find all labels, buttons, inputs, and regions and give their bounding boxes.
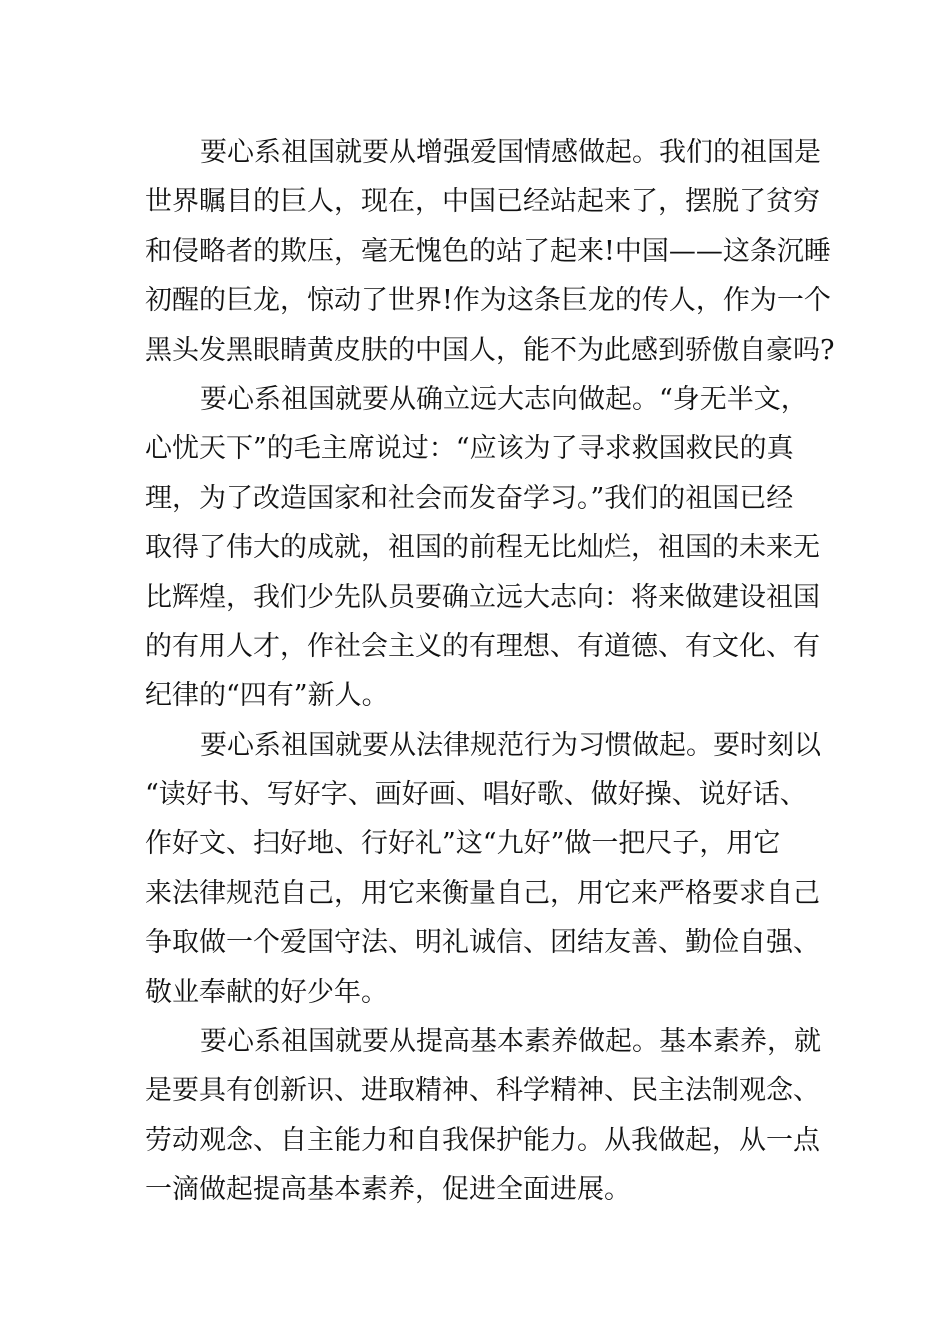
paragraph-2 bbox=[145, 375, 820, 721]
text-line: 敬业奉献的好少年。 bbox=[145, 976, 388, 1008]
text-line: 要心系祖国就要从确立远大志向做起。“身无半文， bbox=[200, 383, 808, 415]
paragraph-1 bbox=[145, 128, 835, 375]
paragraph-4 bbox=[145, 1017, 821, 1215]
text-line: 要心系祖国就要从提高基本素养做起。基本素养，就 bbox=[200, 1026, 821, 1058]
text-line: 争取做一个爱国守法、明礼诚信、团结友善、勤俭自强、 bbox=[145, 927, 820, 959]
text-line: “读好书、写好字、画好画、唱好歌、做好操、说好话、 bbox=[145, 779, 807, 811]
text-line: 初醒的巨龙，惊动了世界!作为这条巨龙的传人，作为一个 bbox=[145, 285, 831, 317]
text-line: 比辉煌，我们少先队员要确立远大志向：将来做建设祖国 bbox=[145, 581, 820, 613]
text-line: 纪律的“四有”新人。 bbox=[145, 680, 389, 712]
text-line: 一滴做起提高基本素养，促进全面进展。 bbox=[145, 1174, 631, 1206]
document-body bbox=[145, 128, 835, 1215]
text-line: 理，为了改造国家和社会而发奋学习。”我们的祖国已经 bbox=[145, 482, 794, 514]
text-line: 作好文、扫好地、行好礼”这“九好”做一把尺子，用它 bbox=[145, 828, 781, 860]
text-line: 和侵略者的欺压，毫无愧色的站了起来!中国——这条沉睡 bbox=[145, 235, 831, 267]
text-line: 世界瞩目的巨人，现在，中国已经站起来了，摆脱了贫穷 bbox=[145, 186, 820, 218]
text-line: 心忧天下”的毛主席说过：“应该为了寻求救国救民的真 bbox=[145, 433, 794, 465]
text-line: 是要具有创新识、进取精神、科学精神、民主法制观念、 bbox=[145, 1075, 820, 1107]
text-line: 要心系祖国就要从增强爱国情感做起。我们的祖国是 bbox=[200, 137, 821, 168]
text-line: 来法律规范自己，用它来衡量自己，用它来严格要求自己 bbox=[145, 877, 820, 909]
text-line: 要心系祖国就要从法律规范行为习惯做起。要时刻以 bbox=[200, 729, 821, 761]
text-line: 劳动观念、自主能力和自我保护能力。从我做起，从一点 bbox=[145, 1124, 820, 1156]
text-line: 取得了伟大的成就，祖国的前程无比灿烂，祖国的未来无 bbox=[145, 532, 820, 564]
text-line: 的有用人才，作社会主义的有理想、有道德、有文化、有 bbox=[145, 630, 820, 662]
text-line: 黑头发黑眼睛黄皮肤的中国人，能不为此感到骄傲自豪吗? bbox=[145, 334, 835, 366]
paragraph-3 bbox=[145, 721, 821, 1017]
